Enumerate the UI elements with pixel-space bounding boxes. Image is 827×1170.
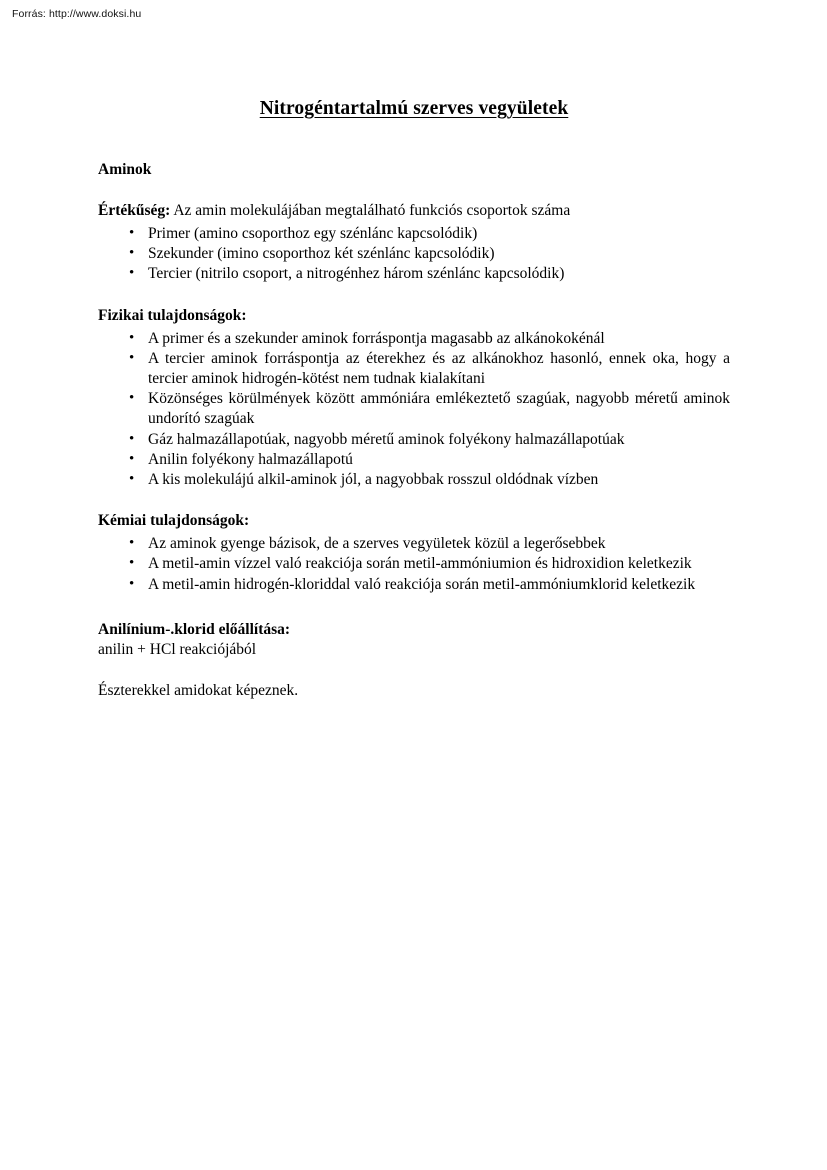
list-item: • A metil-amin vízzel való reakciója során metil-ammóniumion és hidroxidion keletkezik — [98, 554, 730, 574]
valency-bullet-list — [98, 224, 730, 285]
section-heading-chemical-properties: Kémiai tulajdonságok: — [98, 512, 250, 530]
spacer — [98, 285, 730, 306]
chemical-properties-bullet-list — [98, 534, 730, 595]
list-item: • Az aminok gyenge bázisok, de a szerves vegyületek közül a legerősebbek — [98, 534, 730, 554]
document-body — [98, 96, 730, 701]
section-heading-physical-properties: Fizikai tulajdonságok: — [98, 306, 247, 324]
physical-properties-bullet-list — [98, 329, 730, 491]
spacer — [98, 660, 730, 681]
section-heading-anilinium-chloride: Anilínium-.klorid előállítása: — [98, 620, 291, 638]
list-item: • Gáz halmazállapotúak, nagyobb méretű aminok folyékony halmazállapotúak — [98, 430, 730, 450]
list-item: • Anilin folyékony halmazállapotú — [98, 450, 730, 470]
list-item: • Primer (amino csoporthoz egy szénlánc kapcsolódik) — [98, 224, 730, 244]
spacer — [98, 180, 730, 201]
valency-lead-text: Az amin molekulájában megtalálható funkciós csoportok száma — [170, 202, 571, 219]
list-item: • Tercier (nitrilo csoport, a nitrogénhez három szénlánc kapcsolódik) — [98, 264, 730, 284]
list-item: • Közönséges körülmények között ammóniára emlékeztető szagúak, nagyobb méretű aminok undorító szagúak — [98, 389, 730, 429]
source-url-header: Forrás: http://www.doksi.hu — [12, 8, 142, 20]
list-item: • A kis molekulájú alkil-aminok jól, a nagyobbak rosszul oldódnak vízben — [98, 470, 730, 490]
anilinium-chloride-preparation-line: anilin + HCl reakciójából — [98, 640, 257, 658]
list-item: • A primer és a szekunder aminok forráspontja magasabb az alkánokokénál — [98, 329, 730, 349]
spacer — [98, 490, 730, 511]
list-item: • A tercier aminok forráspontja az éterekhez és az alkánokhoz hasonló, ennek oka, hogy a tercier aminok hidrogén-kötést nem tudnak kialakítani — [98, 349, 730, 389]
list-item: • Szekunder (imino csoporthoz két szénlánc kapcsolódik) — [98, 244, 730, 264]
closing-note: Észterekkel amidokat képeznek. — [98, 681, 299, 699]
spacer — [98, 595, 730, 620]
valency-lead-label: Értékűség: — [98, 202, 171, 219]
section-heading-aminok: Aminok — [98, 161, 152, 178]
valency-paragraph — [98, 201, 730, 221]
page-title: Nitrogéntartalmú szerves vegyületek — [259, 98, 569, 119]
list-item: • A metil-amin hidrogén-kloriddal való reakciója során metil-ammóniumklorid keletkezik — [98, 575, 730, 595]
